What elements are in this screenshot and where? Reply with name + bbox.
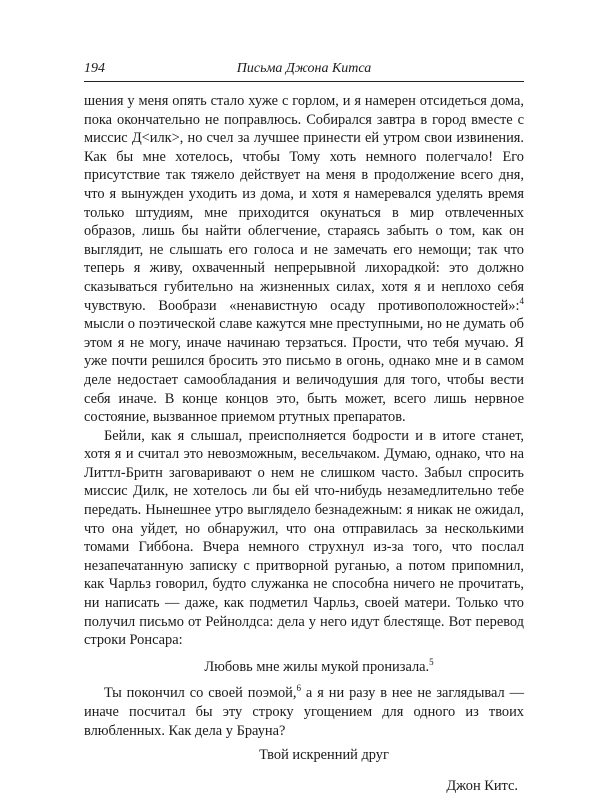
running-header [84, 61, 524, 81]
paragraph-2: Бейли, как я слышал, преисполняется бодрости и в итоге станет, хотя я и считал это невозможным, весельчаком. Думаю, однако, что на Литтл-Бритн заговаривают о нем не слишком часто. Забыл спросить миссис Дилк, не хотелось ли бы ей что-нибудь незамедлительно тебе передать. Нынешнее утро выглядело безнадежным: я никак не ожидал, что она уйдет, но обнаружил, что она отправилась за несколькими томами Гиббона. Вчера немного струхнул из-за того, что послал незапечатанную записку с притворной руганью, а потом припомнил, как Чарльз говорил, будто служанка не способна ничего не прочитать, ни написать — даже, как подметил Чарльз, своей матери. Только что получил письмо от Рейнолдса: дела у него идут блестяще. Вот перевод строки Ронсара: [84, 427, 524, 649]
page-number: 194 [84, 61, 105, 76]
footnote-ref-6: 6 [296, 683, 301, 694]
running-title: Письма Джона Китса [236, 61, 372, 76]
signature: Джон Китс. [446, 777, 518, 794]
letter-body [84, 92, 524, 795]
footnote-ref-4: 4 [519, 295, 524, 306]
paragraph-1: шения у меня опять стало хуже с горлом, и я намерен отсидеться дома, пока окончательно не поправлюсь. Собирался завтра в город вместе с миссис Д<илк>, но счел за лучшее принести ей утром свои извинения. Как бы мне хотелось, чтобы Тому хоть немного полегчало! Его присутствие так тяжело действует на меня в продолжение всего дня, что я вынужден уходить из дома, и хотя я намеревался уделять время только штудиям, мне приходится окунаться в мир отвлеченных образов, лишь бы найти облегчение, стараясь забыть о том, как он выглядит, не слышать его голоса и не замечать его немощи; так что теперь я живу, охваченный непрерывной лихорадкой: это должно сказываться губительно на жизненных силах, хотя я и неплохо себя чувствую. Вообрази «ненавистную осаду противоположностей»:$^4$ мысли о поэтической славе кажутся мне преступными, но не думать об этом я не могу, иначе начинаю терзаться. Прости, что тебя мучаю. Я уже почти решился бросить это письмо в огонь, однако мне и в самом деле недостает самообладания и величодушия для того, чтобы вести себя иначе. В конце концов это, быть может, всего лишь нервное состояние, вызванное приемом ртутных препаратов. [84, 93, 524, 426]
paragraph-3: Ты покончил со своей поэмой,$^6$ а я ни разу в нее не заглядывал — иначе посчитал бы эту строку угощением для одного из твоих влюбленных. Как дела у Брауна? [84, 683, 524, 739]
footnote-ref-5: 5 [429, 657, 434, 668]
verse-line: Любовь мне жилы мукой пронизала.$^5$ [204, 657, 434, 675]
closing-line: Твой искренний друг [259, 747, 389, 764]
header-rule [84, 81, 524, 82]
